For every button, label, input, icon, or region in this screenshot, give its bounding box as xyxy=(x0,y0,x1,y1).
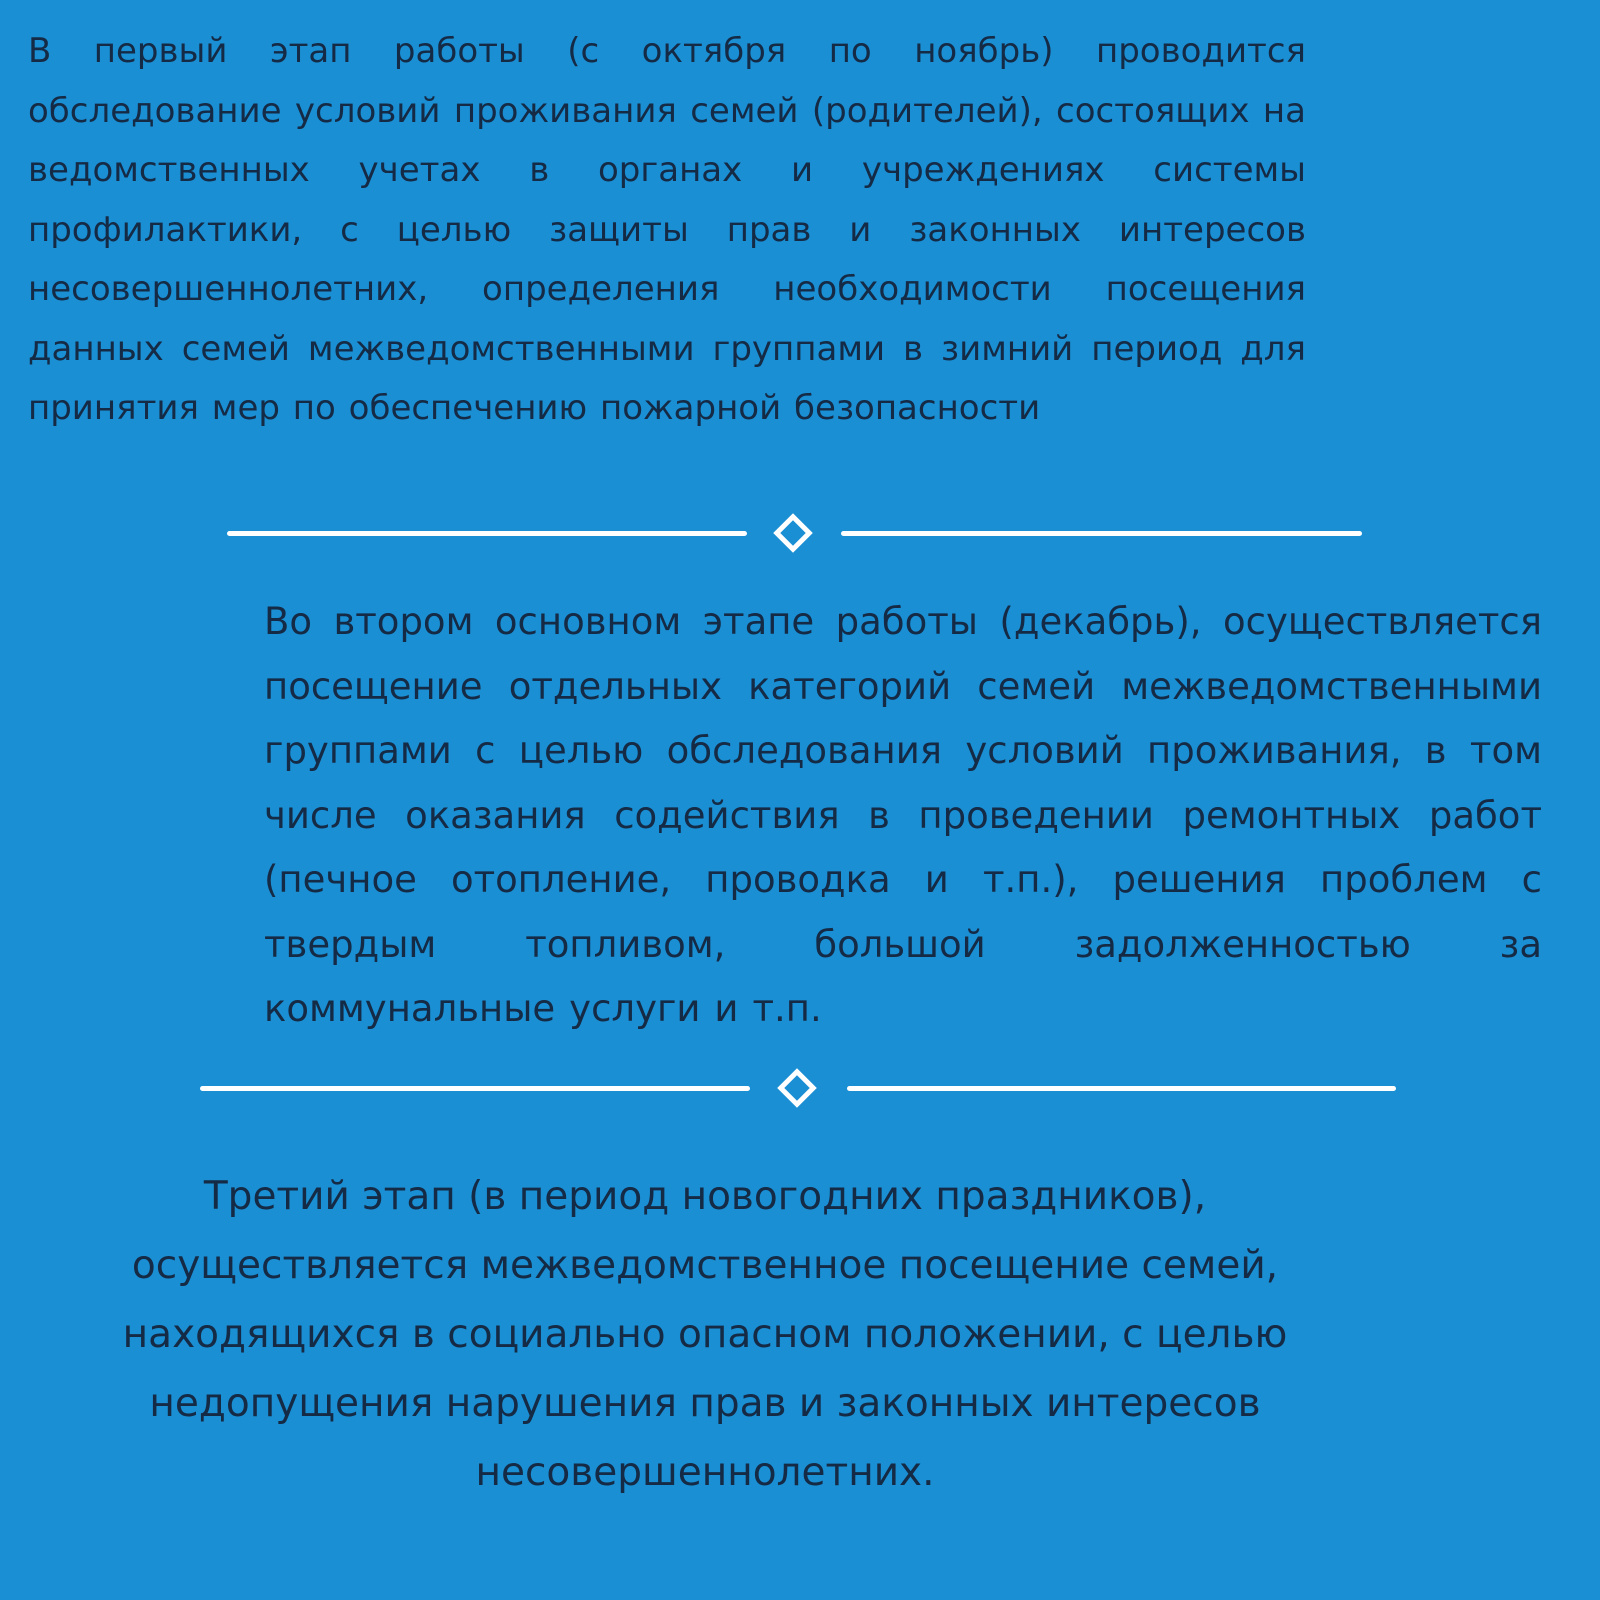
section-divider-2 xyxy=(200,1068,1396,1108)
divider-line-right xyxy=(847,1086,1396,1091)
divider-line-right xyxy=(841,531,1362,536)
stage-two-paragraph: Во втором основном этапе работы (декабрь), осуществляется посещение отдельных категорий семей межведомственными группами с целью обследования условий проживания, в том числе оказания содействия в проведении ремонтных работ (печное отопление, проводка и т.п.), решения проблем с твердым топливом, большой задолженностью за коммунальные услуги и т.п. xyxy=(264,600,1542,1030)
diamond-icon xyxy=(773,513,813,553)
diamond-icon xyxy=(777,1068,817,1108)
section-divider-1 xyxy=(227,513,1362,553)
divider-line-left xyxy=(227,531,747,536)
divider-line-left xyxy=(200,1086,750,1091)
stage-one-paragraph: В первый этап работы (с октября по ноябрь) проводится обследование условий проживания семей (родителей), состоящих на ведомственных учетах в органах и учреждениях системы профилактики, с целью защиты прав и законных интересов несовершеннолетних, определения необходимости посещения данных семей межведомственными группами в зимний период для принятия мер по обеспечению пожарной безопасности xyxy=(28,31,1306,428)
stage-three-paragraph: Третий этап (в период новогодних праздников), осуществляется межведомственное посещение семей, находящихся в социально опасном положении, с целью недопущения нарушения прав и законных интересов несовершеннолетних. xyxy=(122,1174,1288,1495)
